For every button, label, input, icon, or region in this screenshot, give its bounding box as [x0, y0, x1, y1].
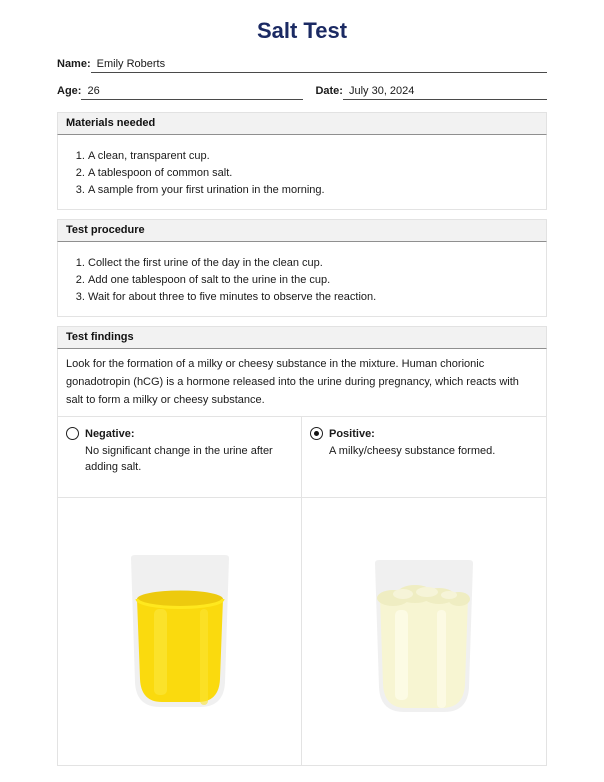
findings-section	[57, 326, 547, 766]
negative-result-cell	[58, 417, 302, 497]
name-row	[57, 58, 547, 73]
findings-section-header: Test findings	[57, 326, 547, 349]
age-date-row	[57, 85, 547, 100]
materials-section	[57, 112, 547, 210]
materials-item: 3. A sample from your first urination in the morning.	[88, 182, 538, 199]
name-field[interactable]: Emily Roberts	[91, 58, 547, 73]
positive-label: Positive:	[329, 427, 375, 440]
procedure-item: 1. Collect the first urine of the day in the clean cup.	[88, 255, 538, 272]
name-label: Name:	[57, 58, 91, 70]
procedure-section	[57, 219, 547, 317]
procedure-section-body	[57, 242, 547, 317]
procedure-item: 2. Add one tablespoon of salt to the urine in the cup.	[88, 272, 538, 289]
age-label: Age:	[57, 85, 82, 97]
positive-result-cell	[302, 417, 546, 497]
positive-radio-button[interactable]	[310, 427, 323, 440]
page-title: Salt Test	[256, 18, 348, 43]
positive-description: A milky/cheesy substance formed.	[329, 445, 496, 457]
negative-label: Negative:	[85, 427, 135, 440]
materials-section-body	[57, 135, 547, 210]
negative-radio-button[interactable]	[66, 427, 79, 440]
milky-substance-cup-image	[365, 560, 483, 716]
materials-item: 1. A clean, transparent cup.	[88, 148, 538, 165]
date-field[interactable]: July 30, 2024	[343, 85, 547, 100]
positive-option	[310, 427, 538, 440]
materials-item: 2. A tablespoon of common salt.	[88, 165, 538, 182]
materials-list	[88, 148, 538, 199]
results-table	[57, 417, 547, 766]
positive-image-cell	[302, 497, 546, 765]
findings-description: Look for the formation of a milky or cheesy substance in the mixture. Human chorionic gonadotropin (hCG) is a hormone released into the urine during pregnancy, which reacts with salt to form a milky or cheesy substance.	[57, 349, 547, 417]
age-field[interactable]: 26	[81, 85, 303, 100]
yellow-urine-cup-image	[121, 555, 239, 711]
procedure-item: 3. Wait for about three to five minutes to observe the reaction.	[88, 289, 538, 306]
procedure-section-header: Test procedure	[57, 219, 547, 242]
negative-image-cell	[58, 497, 302, 765]
materials-section-header: Materials needed	[57, 112, 547, 135]
negative-description: No significant change in the urine after adding salt.	[85, 445, 273, 473]
date-label: Date:	[315, 85, 343, 97]
negative-option	[66, 427, 293, 440]
procedure-list	[88, 255, 538, 306]
